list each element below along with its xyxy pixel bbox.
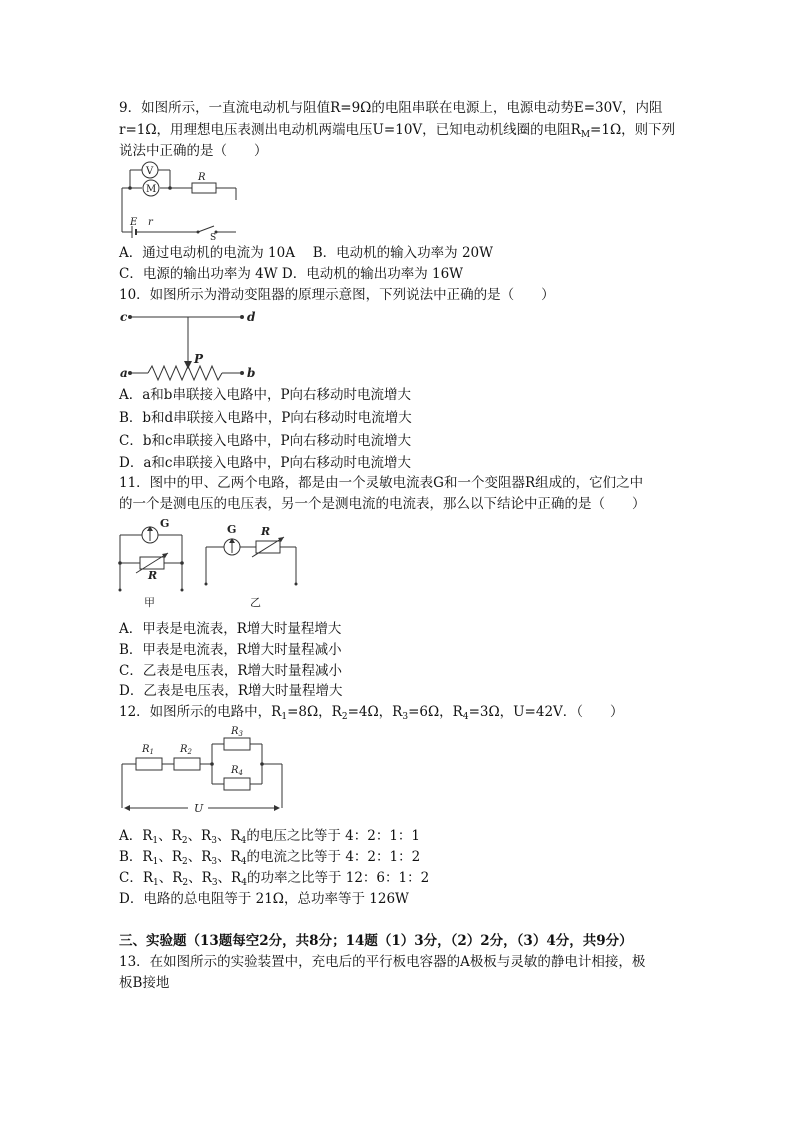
q11-fig-jia-r-label: R bbox=[148, 569, 158, 582]
q11-meter-circuits-figure bbox=[116, 517, 306, 612]
q13-stem-line1: 13．在如图所示的实验装置中，充电后的平行板电容器的A极板与灵敏的静电计相接，极 bbox=[119, 954, 646, 970]
q11-fig-jia-label: 甲 bbox=[144, 596, 155, 609]
q10-fig-b-label: b bbox=[247, 366, 256, 380]
q11-stem-line2: 的一个是测电压的电压表，另一个是测电流的电流表，那么以下结论中正确的是（ ） bbox=[119, 496, 646, 512]
q9-stem-line2: r=1Ω，用理想电压表测出电动机两端电压U=10V，已知电动机线圈的电阻$R_M=1\Omega$，则下列 bbox=[119, 122, 676, 140]
q9-stem-line3: 说法中正确的是（ ） bbox=[119, 143, 268, 159]
q10-option-a: A．a和b串联接入电路中，P向右移动时电流增大 bbox=[119, 387, 412, 403]
q13-stem-line2: 板B接地 bbox=[119, 975, 170, 991]
q10-rheostat-figure bbox=[118, 307, 263, 379]
q11-fig-yi-g-label: G bbox=[227, 523, 237, 536]
q12-fig-r1-label: $R_1$ bbox=[142, 744, 154, 756]
q9-stem-line1: 9．如图所示，一直流电动机与阻值R=9Ω的电阻串联在电源上，电源电动势E=30V，内阻 bbox=[119, 100, 663, 116]
q11-option-a: A．甲表是电流表，R增大时量程增大 bbox=[119, 621, 342, 637]
q12-stem: 12．如图所示的电路中，$R_1=8\Omega$，$R_2=4\Omega$，$R_3=6\Omega$，$R_4=3\Omega$，U=42V．（ ） bbox=[119, 704, 624, 722]
q10-fig-a-label: a bbox=[120, 366, 128, 380]
q12-fig-r3-label: $R_3$ bbox=[231, 726, 243, 738]
q12-fig-r4-label: $R_4$ bbox=[231, 765, 243, 777]
q12-option-b: B．$R_1$、$R_2$、$R_3$、$R_4$的电流之比等于 4：2：1：2 bbox=[119, 849, 421, 867]
q10-option-d: D．a和c串联接入电路中，P向右移动时电流增大 bbox=[119, 455, 412, 471]
q9-options-row2: C．电源的输出功率为 4W D．电动机的输出功率为 16W bbox=[119, 266, 464, 282]
q11-option-b: B．甲表是电流表，R增大时量程减小 bbox=[119, 642, 342, 658]
q12-resistor-network-figure bbox=[116, 724, 296, 820]
q9-fig-emf-label: E bbox=[130, 217, 138, 228]
q9-fig-voltmeter-label: V bbox=[146, 166, 154, 177]
q11-option-d: D．乙表是电压表，R增大时量程增大 bbox=[119, 683, 343, 699]
q10-option-c: C．b和c串联接入电路中，P向右移动时电流增大 bbox=[119, 433, 412, 449]
q9-options-row1: A．通过电动机的电流为 10A B．电动机的输入功率为 20W bbox=[119, 245, 494, 261]
q9-fig-internal-r-label: r bbox=[148, 217, 153, 228]
q9-motor-circuit-figure bbox=[118, 160, 243, 243]
q11-fig-yi-label: 乙 bbox=[250, 596, 261, 609]
q9-fig-motor-label: M bbox=[146, 184, 157, 195]
q10-fig-p-label: P bbox=[194, 352, 204, 366]
q12-option-a: A．$R_1$、$R_2$、$R_3$、$R_4$的电压之比等于 4：2：1：1 bbox=[119, 828, 421, 846]
q11-fig-yi-r-label: R bbox=[261, 525, 271, 538]
q10-fig-c-label: c bbox=[120, 310, 128, 324]
q11-fig-jia-g-label: G bbox=[160, 517, 170, 530]
q9-fig-switch-label: S bbox=[210, 233, 217, 243]
q9-fig-resistor-label: R bbox=[198, 172, 206, 183]
q11-option-c: C．乙表是电压表，R增大时量程减小 bbox=[119, 663, 342, 679]
q11-stem-line1: 11．图中的甲、乙两个电路，都是由一个灵敏电流表G和一个变阻器R组成的，它们之中 bbox=[119, 475, 644, 491]
q12-fig-r2-label: $R_2$ bbox=[180, 744, 192, 756]
q12-fig-u-label: U bbox=[194, 802, 204, 815]
q10-stem: 10．如图所示为滑动变阻器的原理示意图，下列说法中正确的是（ ） bbox=[119, 287, 555, 303]
q12-option-c: C．$R_1$、$R_2$、$R_3$、$R_4$的功率之比等于 12：6：1：2 bbox=[119, 870, 430, 888]
q10-fig-d-label: d bbox=[247, 310, 256, 324]
q10-option-b: B．b和d串联接入电路中，P向右移动时电流增大 bbox=[119, 410, 412, 426]
section-3-heading: 三、实验题（13题每空2分，共8分；14题（1）3分，（2）2分，（3）4分，共9分） bbox=[119, 933, 633, 949]
q12-option-d: D．电路的总电阻等于 21Ω，总功率等于 126W bbox=[119, 891, 409, 907]
